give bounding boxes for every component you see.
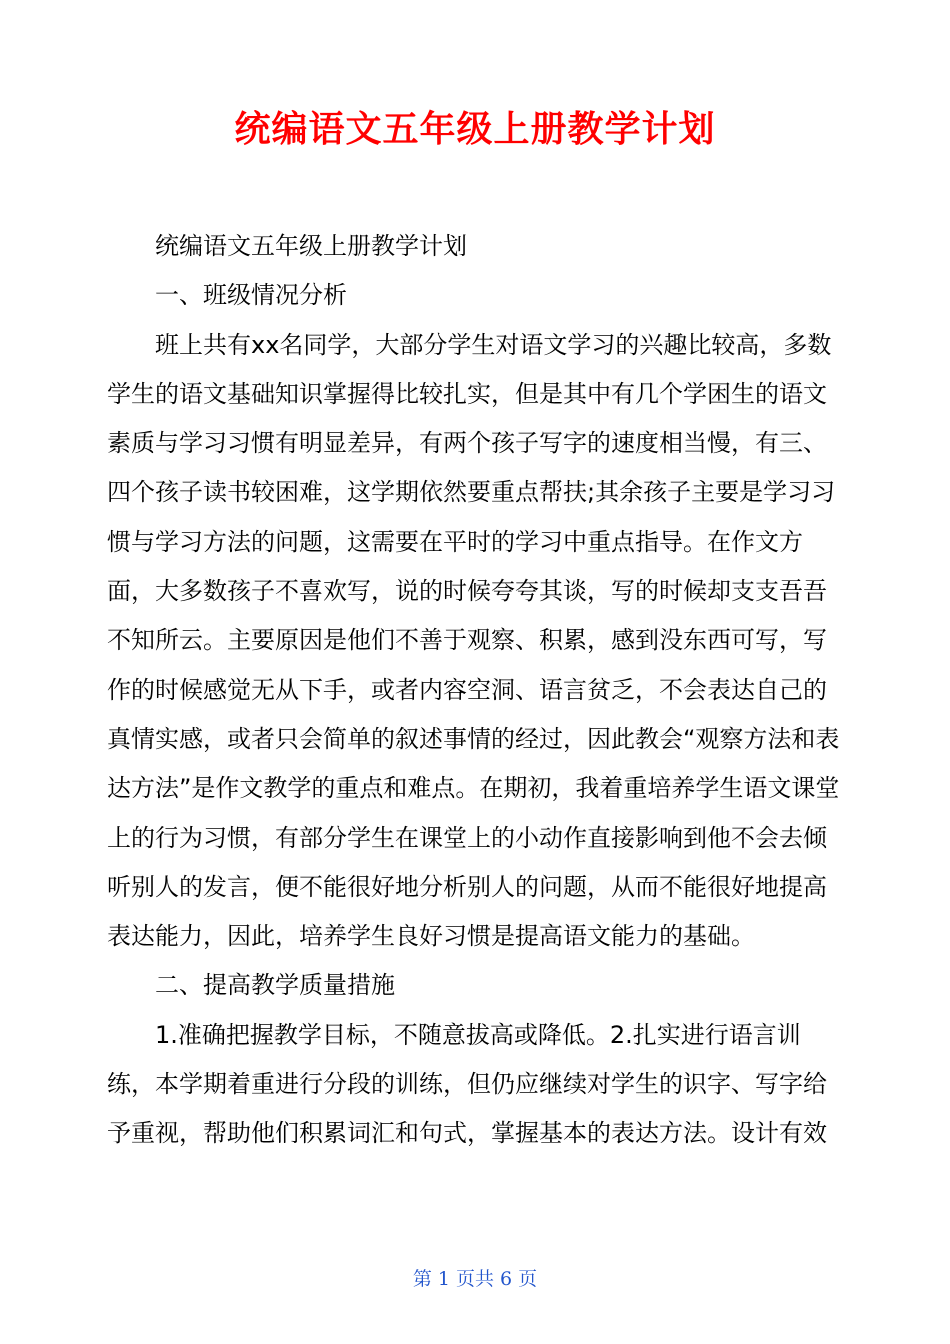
section-heading-class-analysis: 一、班级情况分析 [155,281,347,310]
page-title: 统编语文五年级上册教学计划 [234,109,716,150]
page-number-footer: 第 1 页共 6 页 [412,1268,538,1290]
paragraph-teaching-measures: 1.准确把握教学目标，不随意拔高或降低。2.扎实进行语言训练，本学期着重进行分段的训练，但仍应继续对学生的识字、写字给予重视，帮助他们积累词汇和句式，掌握基本的表达方法。设计有效 [107,1020,827,1148]
document-body [107,222,847,1159]
body-heading: 统编语文五年级上册教学计划 [155,232,467,260]
section-heading-teaching-measures: 二、提高教学质量措施 [155,971,395,1000]
paragraph-class-analysis: 班上共有xx名同学，大部分学生对语文学习的兴趣比较高，多数学生的语文基础知识掌握得比较扎实，但是其中有几个学困生的语文素质与学习习惯有明显差异，有两个孩子写字的速度相当慢，有三、四个孩子读书较困难，这学期依然要重点帮扶;其余孩子主要是学习习惯与学习方法的问题，这需要在平时的学习中重点指导。在作文方面，大多数孩子不喜欢写，说的时候夸夸其谈，写的时候却支支吾吾不知所云。主要原因是他们不善于观察、积累，感到没东西可写，写作的时候感觉无从下手，或者内容空洞、语言贫乏，不会表达自己的真情实感，或者只会简单的叙述事情的经过，因此教会“观察方法和表达方法”是作文教学的重点和难点。在期初，我着重培养学生语文课堂上的行为习惯，有部分学生在课堂上的小动作直接影响到他不会去倾听别人的发言，便不能很好地分析别人的问题，从而不能很好地提高表达能力，因此，培养学生良好习惯是提高语文能力的基础。 [107,330,840,951]
